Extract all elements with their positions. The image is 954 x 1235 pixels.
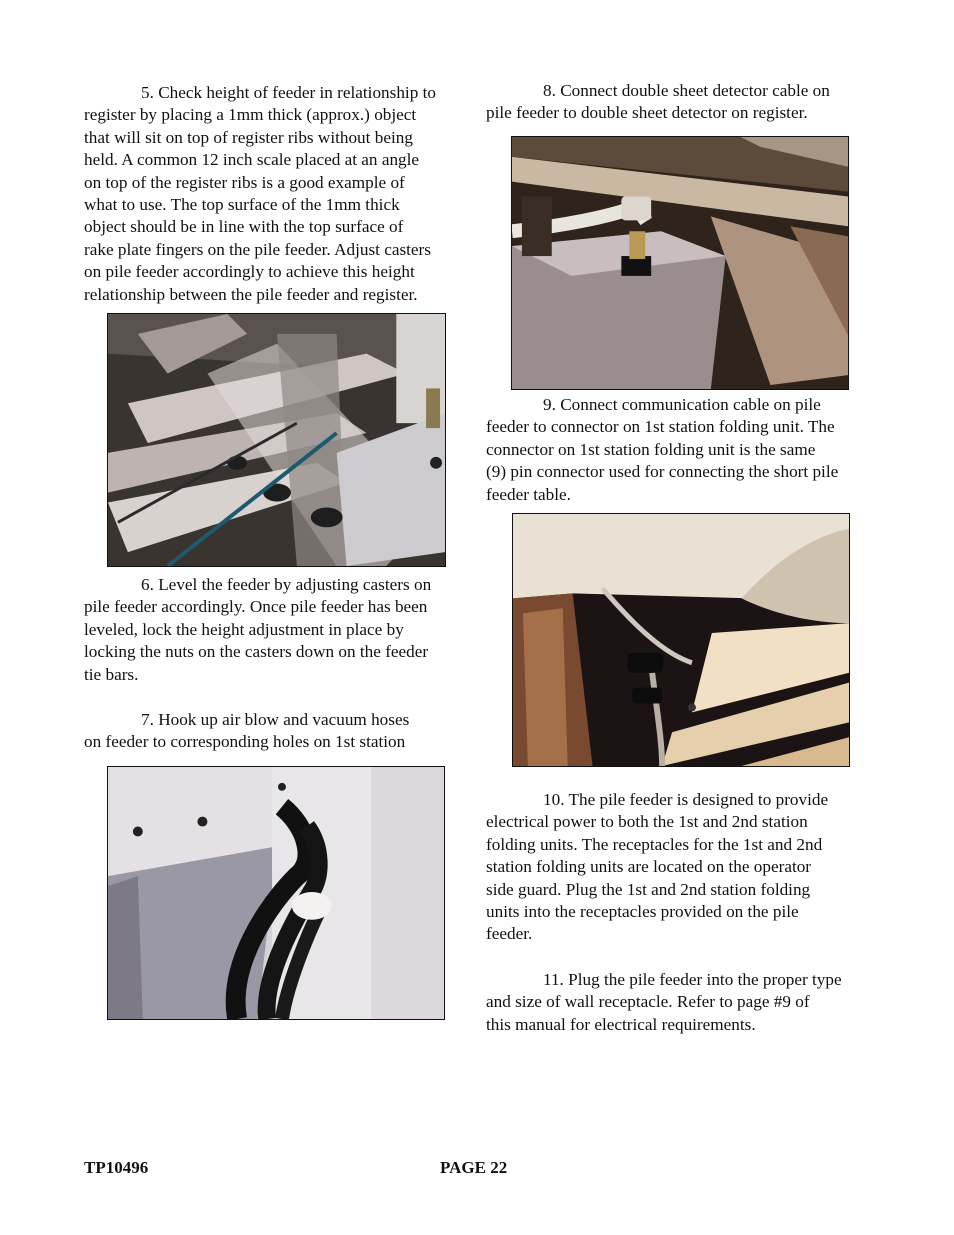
text-line: on feeder to corresponding holes on 1st station [84,732,406,752]
communication-cable-photo [512,513,850,767]
double-sheet-detector-photo [511,136,849,390]
text-line: rake plate fingers on the pile feeder. Adjust casters [84,239,431,259]
text-line: 5. Check height of feeder in relationship to [141,83,436,102]
text-line: folding units. The receptacles for the 1st and 2nd [486,834,823,854]
step-6-text [84,574,431,686]
text-line: connector on 1st station folding unit is the same [486,439,816,459]
text-line: locking the nuts on the casters down on the feeder [84,642,429,662]
text-line: units into the receptacles provided on the pile [486,902,799,922]
text-line: 6. Level the feeder by adjusting casters on [141,575,432,594]
step-5-text [84,82,436,306]
text-line: on top of the register ribs is a good example of [84,172,405,192]
text-line: what to use. The top surface of the 1mm thick [84,195,400,215]
text-line: object should be in line with the top surface of [84,217,404,237]
step-7-text [84,709,409,754]
text-line: leveled, lock the height adjustment in place by [84,619,404,639]
air-vacuum-hoses-photo [107,766,445,1020]
register-rake-plate-photo [107,313,446,567]
text-line: feeder to connector on 1st station folding unit. The [486,417,835,437]
text-line: and size of wall receptacle. Refer to page #9 of [486,992,810,1012]
text-line: tie bars. [84,664,139,684]
text-line: pile feeder to double sheet detector on register. [486,103,808,123]
text-line: on pile feeder accordingly to achieve this height [84,262,415,282]
text-line: pile feeder accordingly. Once pile feeder has been [84,597,428,617]
text-line: station folding units are located on the operator [486,857,812,877]
document-number: TP10496 [84,1158,149,1177]
text-line: 8. Connect double sheet detector cable on [543,81,830,100]
step-11-text [486,969,842,1036]
step-9-text [486,394,838,506]
page-number: PAGE 22 [440,1158,508,1177]
text-line: feeder. [486,924,533,944]
text-line: that will sit on top of register ribs without being [84,127,413,147]
text-line: 10. The pile feeder is designed to provide [543,790,829,809]
text-line: 7. Hook up air blow and vacuum hoses [141,710,410,729]
text-line: register by placing a 1mm thick (approx.) object [84,105,417,125]
text-line: 9. Connect communication cable on pile [543,395,821,414]
text-line: (9) pin connector used for connecting the short pile [486,462,839,482]
text-line: feeder table. [486,484,571,504]
step-10-text [486,789,828,946]
text-line: electrical power to both the 1st and 2nd station [486,812,808,832]
text-line: relationship between the pile feeder and register. [84,284,418,304]
text-line: side guard. Plug the 1st and 2nd station folding [486,879,811,899]
step-8-text [486,80,830,125]
text-line: 11. Plug the pile feeder into the proper type [543,970,842,989]
text-line: this manual for electrical requirements. [486,1014,756,1034]
text-line: held. A common 12 inch scale placed at an angle [84,150,420,170]
